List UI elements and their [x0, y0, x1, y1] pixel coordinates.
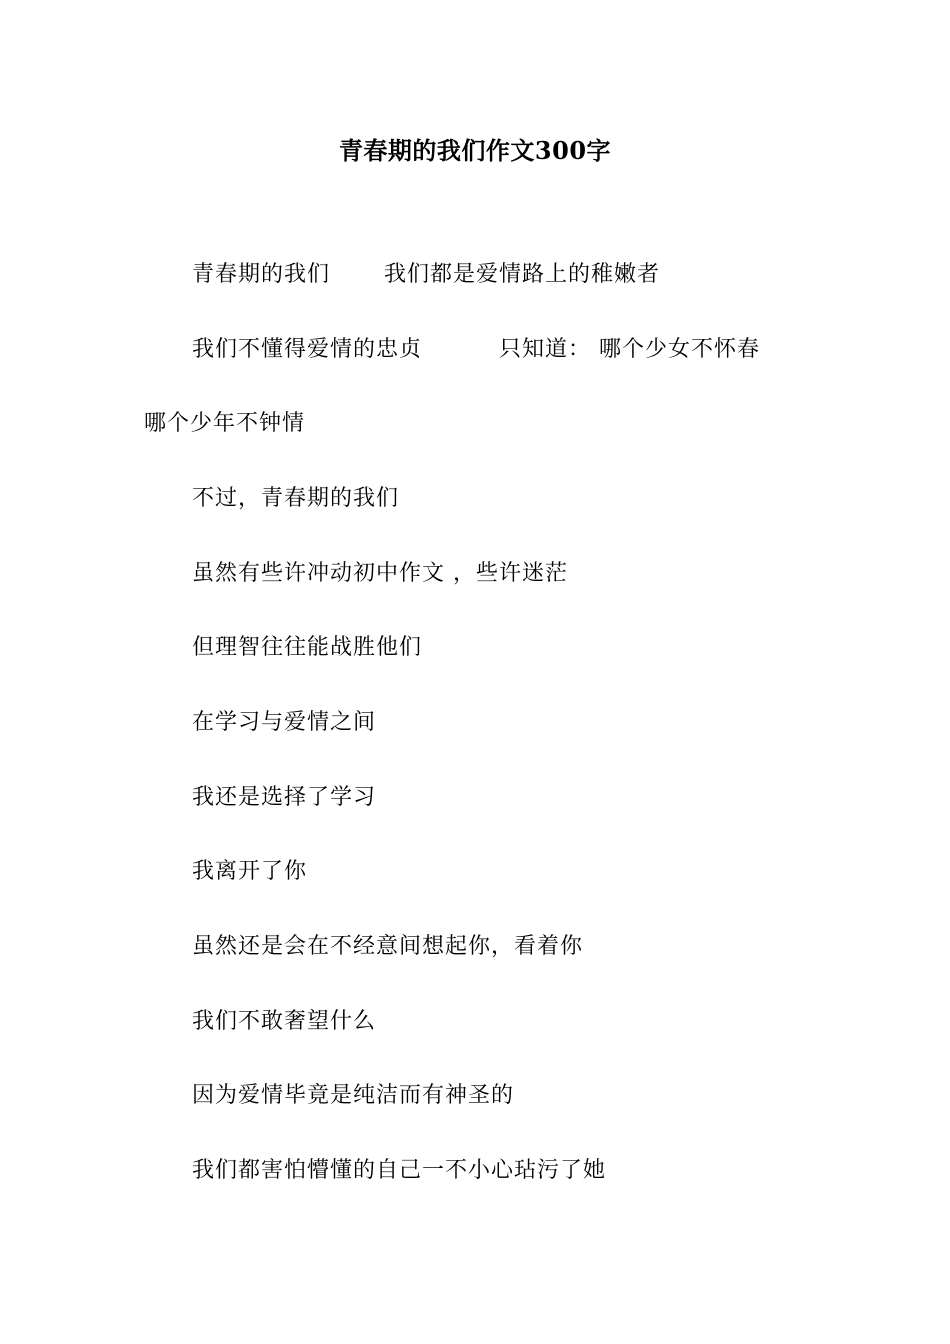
paragraph-line: 我们不懂得爱情的忠贞 只知道： 哪个少女不怀春 — [192, 337, 760, 362]
paragraph-line: 我离开了你 — [192, 859, 308, 884]
paragraph-line: 在学习与爱情之间 — [192, 710, 377, 735]
paragraph-line: 虽然还是会在不经意间想起你，看着你 — [192, 934, 584, 959]
paragraph-line: 我们不敢奢望什么 — [192, 1009, 377, 1034]
paragraph-line: 虽然有些许冲动初中作文 ，些许迷茫 — [192, 561, 568, 586]
paragraph-line: 不过，青春期的我们 — [192, 486, 400, 511]
paragraph-line: 我还是选择了学习 — [192, 785, 377, 810]
paragraph-line: 我们都害怕懵懂的自己一不小心玷污了她 — [192, 1158, 607, 1183]
paragraph-line: 青春期的我们 我们都是爱情路上的稚嫩者 — [192, 262, 660, 287]
paragraph-line: 因为爱情毕竟是纯洁而有神圣的 — [192, 1083, 515, 1108]
paragraph-line: 哪个少年不钟情 — [144, 411, 306, 436]
paragraph-line: 但理智往往能战胜他们 — [192, 635, 423, 660]
document-title: 青春期的我们作文300字 — [338, 136, 612, 165]
